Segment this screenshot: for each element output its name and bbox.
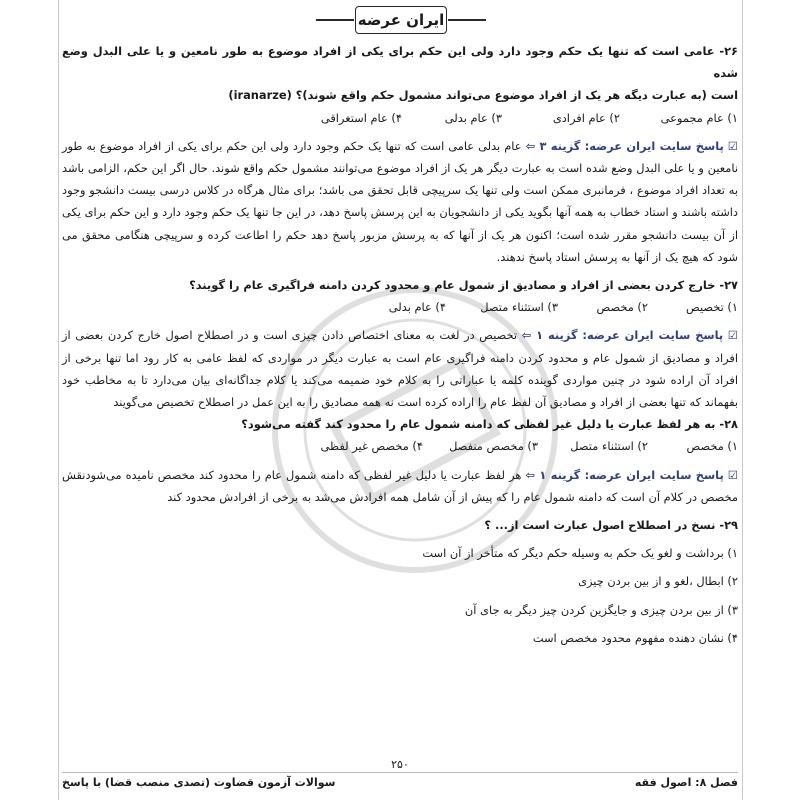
option: ۲) ابطال ،لغو و از بین بردن چیزی — [578, 574, 738, 589]
answer-label: پاسخ سایت ایران عرضه: گزینه ۱ ⇦ — [525, 467, 724, 482]
question-26-line-2: است (به عبارت دیگه هر یک از افراد موضوع می‌تواند مشمول حکم واقع شوند)؟ (iranarze) — [228, 88, 738, 103]
footer-divider — [62, 772, 738, 773]
site-logo — [355, 6, 447, 34]
footer-chapter: فصل ۸: اصول فقه — [634, 776, 738, 789]
answer-text: عام بدلی عامی است که تنها یک حکم وجود دارد ولی این حکم برای یکی از افراد موضوع به طور نامعین و یا علی البدل وضع شده است به عبارت دیگر هر یک از افراد موضوع می‌توانند مشمول حکم واقع شوند. حال اگر این حکم، الزامی باشد به تعداد افراد موضوع ، فرمانبری ممکن است ولی تنها یک سرپیچی قابل تحقق می باشد؛ برای مثال هرگاه در کلاس درسی بیست دانشجو وجود داشته باشند و استاد خطاب به همه آنها بگوید یکی از دانشجویان به این پرسش پاسخ دهد، در این جا تنها یک حکم وجود دارد و این حکم برای یکی از آن بیست دانشجو مقرر شده است؛ اکنون هر یک از آنها که به پرسش مزبور پاسخ دهد حکم را اطاعت کرده و سرپیچی هنگامی محقق می شود که هیچ یک از آنها به پرسش استاد پاسخ ندهند. — [62, 138, 738, 264]
margin-rule-right — [742, 0, 743, 800]
check-icon: ☑ — [727, 328, 738, 343]
footer-book-title: سوالات آزمون قضاوت (تصدی منصب قضا) با پاسخ — [62, 776, 336, 789]
answer-text: هر لفظ عبارت یا دلیل غیر لفظی که دامنه شمول عام را محدود کند مخصص نامیده می‌شودنقش مخصص در کلام آن است که دامنه شمول عام را که پیش از آن شامل همه افرادش می‌شد به برخی از افرادش محدود کند — [62, 467, 738, 504]
answer-28 — [62, 464, 738, 508]
option: ۳) مخصص منفصل — [449, 439, 538, 454]
option: ۱) برداشت و لغو یک حکم به وسیله حکم دیگر که متأخر از آن است — [422, 546, 738, 561]
option: ۴) نشان دهنده مفهوم محدود مخصص است — [532, 630, 738, 645]
answer-27 — [62, 324, 738, 413]
answer-label: پاسخ سایت ایران عرضه: گزینه ۱ ⇦ — [521, 328, 724, 343]
option: ۲) عام افرادی — [552, 110, 620, 125]
page-number: ۲۵۰ — [391, 758, 409, 771]
margin-rule-left — [58, 0, 59, 800]
question-28: ۲۸- به هر لفظ عبارت یا دلیل غیر لفظی که دامنه شمول عام را محدود کند گفته می‌شود؟ — [241, 417, 738, 432]
question-26-options — [62, 107, 738, 129]
answer-26 — [62, 135, 738, 268]
question-27: ۲۷- خارج کردن بعضی از افراد و مصادیق از شمول عام و محدود کردن دامنه فراگیری عام را گویند؟ — [189, 278, 738, 293]
option: ۱) مخصص — [686, 439, 738, 454]
option: ۱) تخصیص — [686, 300, 738, 315]
option: ۴) عام استغراقی — [320, 110, 402, 125]
option: ۳) از بین بردن چیزی و جایگزین کردن چیز دیگر به جای آن — [464, 602, 738, 617]
option: ۳) عام بدلی — [444, 110, 502, 125]
check-icon: ☑ — [727, 467, 739, 482]
option: ۲) مخصص — [596, 300, 648, 315]
question-29: ۲۹- نسخ در اصطلاح اصول عبارت است از... ؟ — [484, 518, 738, 533]
question-28-options — [62, 435, 738, 457]
option: ۴) مخصص غیر لفظی — [320, 439, 423, 454]
option: ۴) عام بدلی — [388, 300, 446, 315]
answer-label: پاسخ سایت ایران عرضه: گزینه ۳ ⇦ — [525, 138, 724, 153]
option: ۲) استثناء متصل — [570, 439, 648, 454]
logo-text: ایران عرضه — [357, 11, 445, 29]
question-26-line-1: ۲۶- عامی است که تنها یک حکم وجود دارد ولی این حکم برای یکی از افراد موضوع به طور نامعین و یا علی البدل وضع شده — [62, 44, 738, 81]
option: ۳) استثناء متصل — [480, 300, 558, 315]
answer-text: تخصیص در لغت به معنای اختصاص دادن چیزی است و در اصطلاح اصول خارج کردن بعضی از افراد و مصادیق از شمول عام و محدود کردن دامنه فراگیری عام است به عبارت دیگر در مواردی که لفظ عامی به کار رود اما تنها برخی از افراد آن اراده شود در چنین مواردی گوینده کلمه یا عباراتی را به کلام خود ضمیمه می‌کند یا کلام جداگانه‌ای بیان می‌دارد تا به مخاطب خود بفهماند که تنها بعضی از افراد و مصادیق آن لفظ عام را اراده کرده است نه همه مصادیق را به این عمل در اصطلاح تخصیص می‌گویند — [62, 328, 738, 410]
page-content — [62, 40, 738, 649]
option: ۱) عام مجموعی — [660, 110, 738, 125]
check-icon: ☑ — [727, 138, 738, 153]
question-27-options — [62, 296, 738, 318]
